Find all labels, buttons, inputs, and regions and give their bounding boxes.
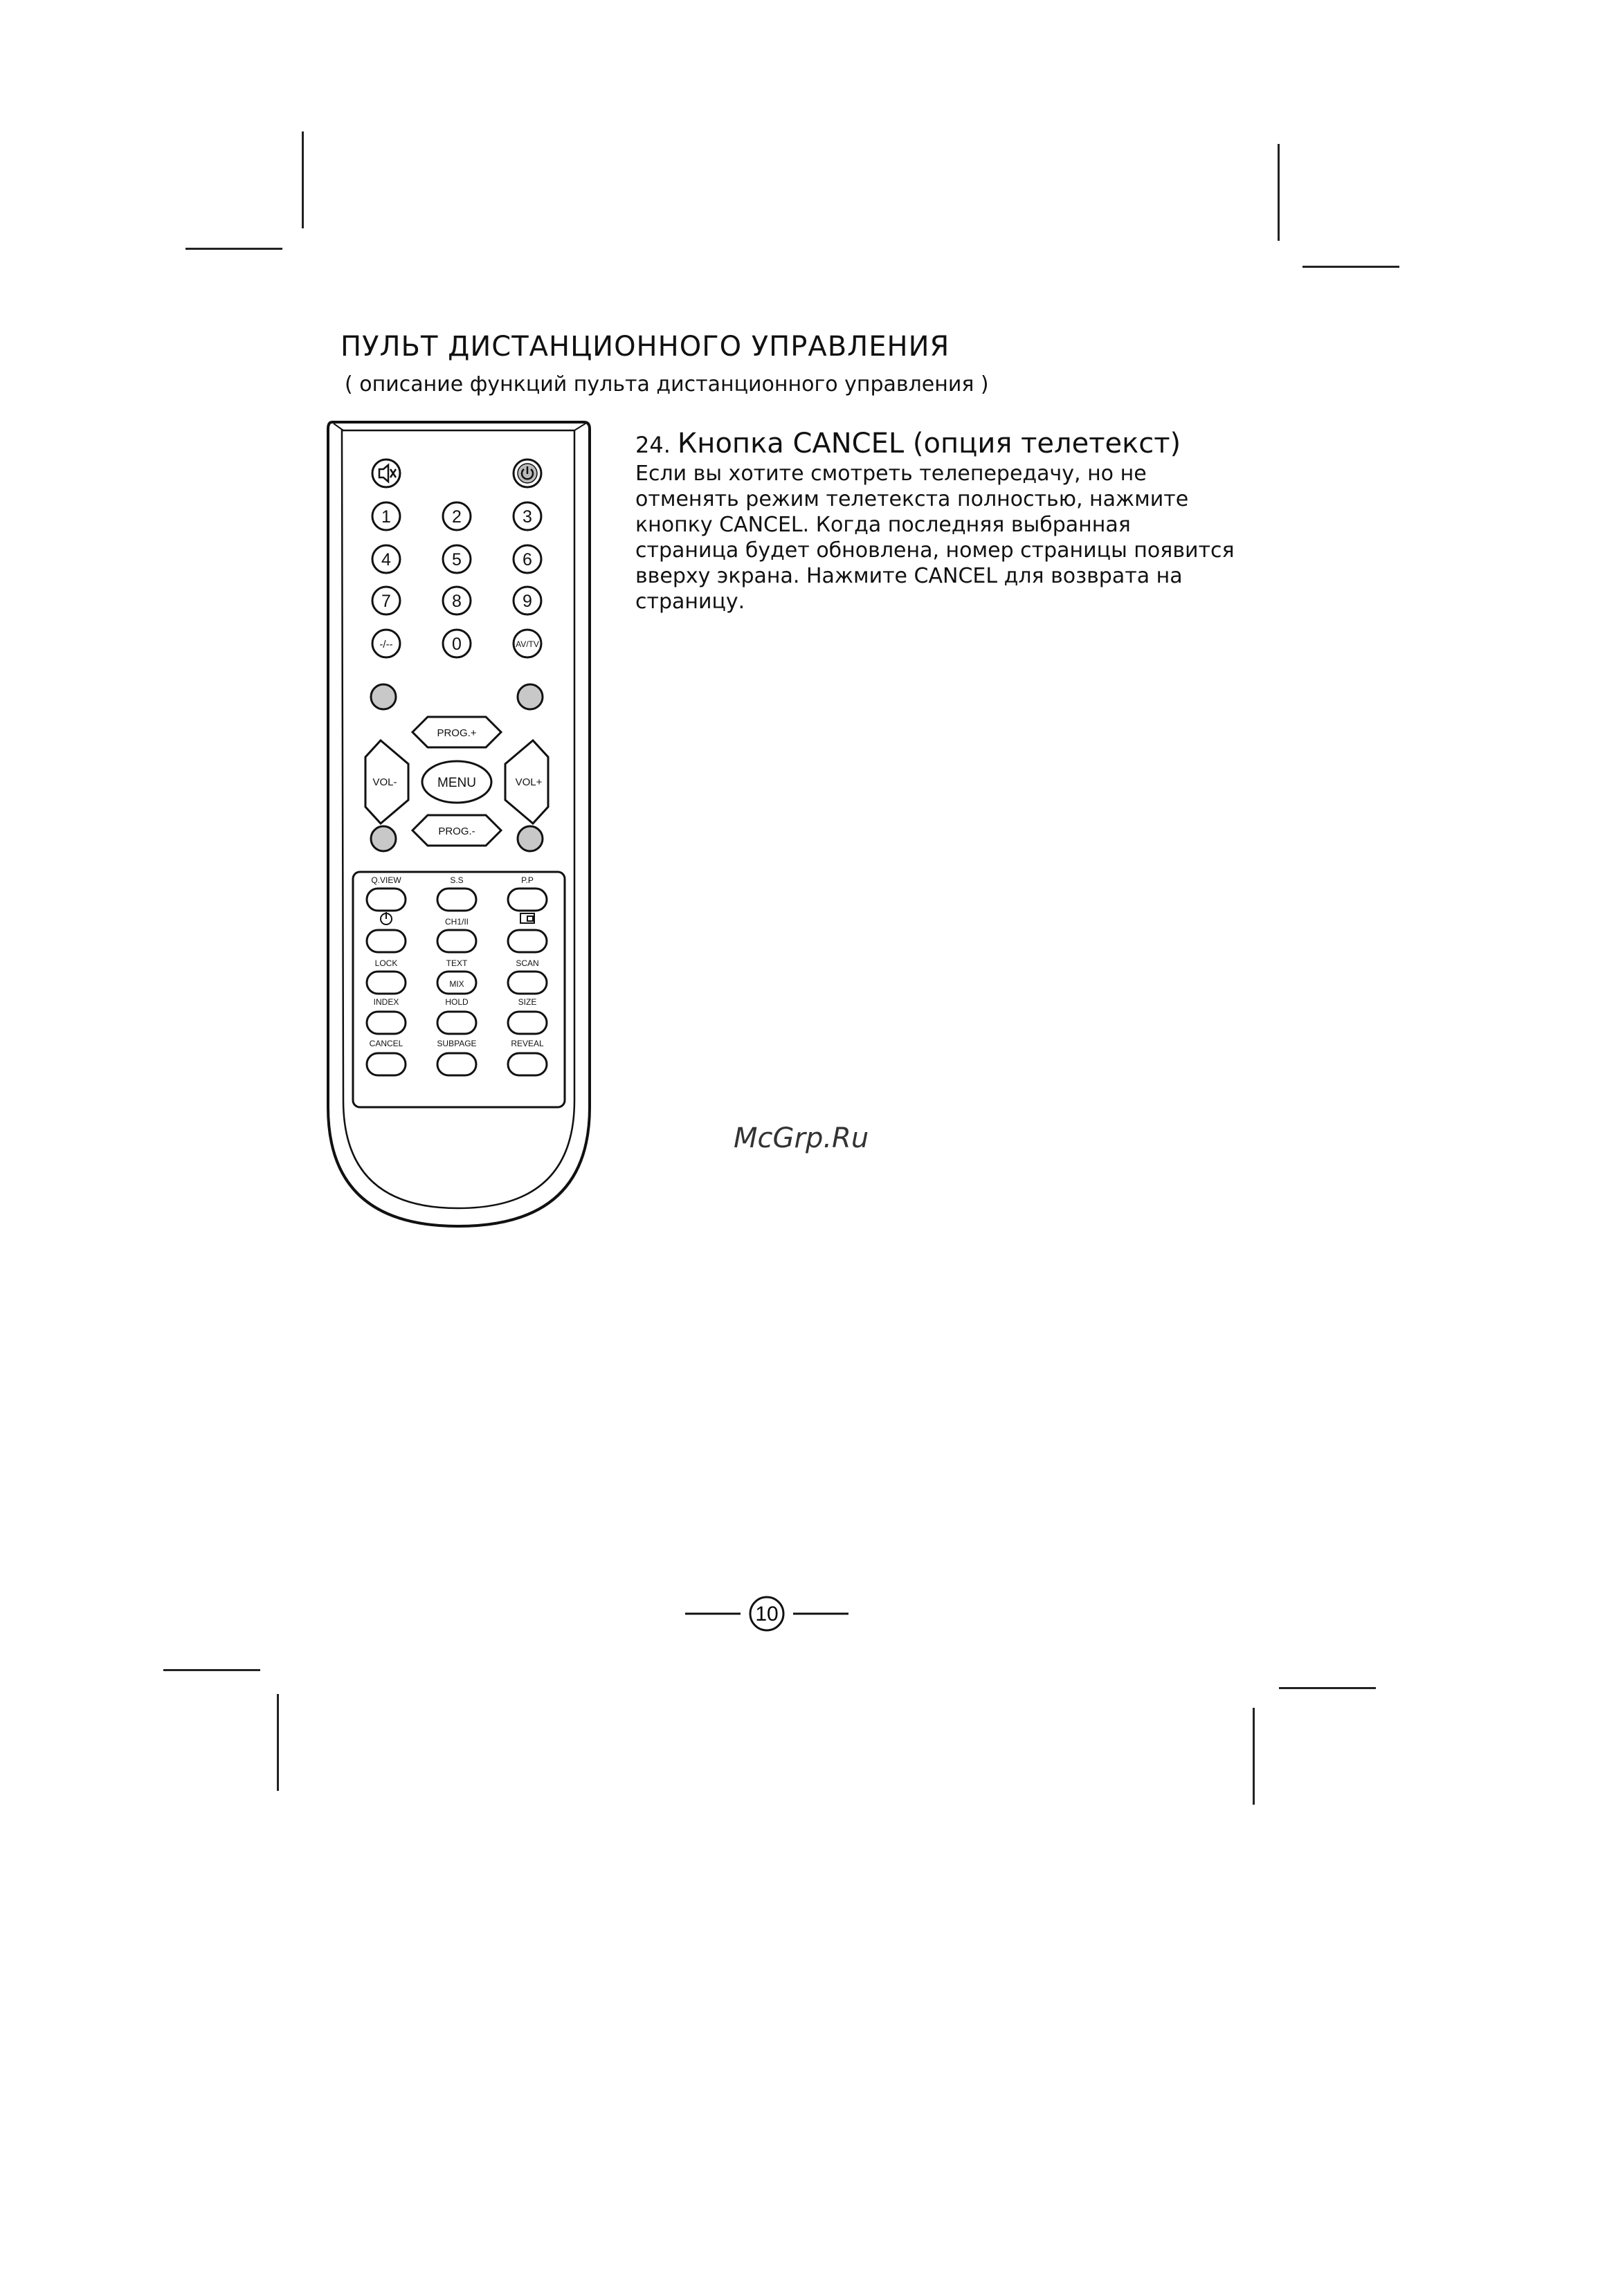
func-label: SCAN bbox=[516, 958, 539, 968]
func-label: CANCEL bbox=[369, 1039, 403, 1048]
remote-control-illustration bbox=[324, 415, 592, 1232]
func-label: SIZE bbox=[518, 997, 537, 1007]
body-line: страницу. bbox=[635, 590, 745, 614]
digit-key-3[interactable] bbox=[514, 502, 541, 530]
digit-key-5[interactable] bbox=[443, 545, 471, 573]
func-label: CH1/II bbox=[444, 917, 469, 927]
func-label: TEXT bbox=[446, 958, 468, 968]
body-line: страница будет обновлена, номер страницы появится bbox=[635, 538, 1235, 563]
body-line: отменять режим телетекста полностью, нажмите bbox=[635, 487, 1189, 511]
section-body bbox=[635, 461, 1258, 614]
crop-mark bbox=[302, 131, 304, 228]
func-label: HOLD bbox=[445, 997, 469, 1007]
body-line: кнопку CANCEL. Когда последняя выбранная bbox=[635, 513, 1131, 537]
digit-label: 3 bbox=[523, 507, 532, 527]
subpage-button[interactable] bbox=[437, 1053, 476, 1075]
func-label: LOCK bbox=[374, 958, 398, 968]
page-number bbox=[685, 1592, 865, 1633]
nav-label: PROG.- bbox=[438, 826, 475, 837]
crop-mark bbox=[1278, 144, 1280, 241]
textured-button[interactable] bbox=[371, 826, 396, 851]
cancel-button[interactable] bbox=[367, 1053, 406, 1075]
function-panel-labels bbox=[370, 875, 544, 1048]
nav-label: VOL+ bbox=[515, 776, 543, 788]
nav-label: PROG.+ bbox=[437, 727, 477, 739]
digit-key-4[interactable] bbox=[372, 545, 400, 573]
digit-key-6[interactable] bbox=[514, 545, 541, 573]
crop-mark bbox=[1253, 1708, 1255, 1805]
qview-button[interactable] bbox=[367, 889, 406, 911]
digit-label: 5 bbox=[452, 550, 462, 570]
digit-label: -/-- bbox=[379, 639, 393, 650]
prog-down-button[interactable] bbox=[412, 815, 501, 846]
digit-key-8[interactable] bbox=[443, 587, 471, 614]
crop-mark bbox=[1279, 1687, 1376, 1689]
ss-button[interactable] bbox=[437, 889, 476, 911]
crop-mark bbox=[277, 1694, 279, 1791]
body-line: вверху экрана. Нажмите CANCEL для возврата на bbox=[635, 564, 1183, 588]
func-label: S.S bbox=[450, 875, 464, 885]
textured-button[interactable] bbox=[371, 684, 396, 709]
scan-button[interactable] bbox=[508, 972, 547, 994]
index-button[interactable] bbox=[367, 1012, 406, 1034]
textured-button[interactable] bbox=[518, 826, 543, 851]
screen-mode-button[interactable] bbox=[508, 930, 547, 952]
hold-button[interactable] bbox=[437, 1012, 476, 1034]
digit-key-1[interactable] bbox=[372, 502, 400, 530]
section-number: 24. bbox=[635, 432, 671, 458]
func-label: SUBPAGE bbox=[437, 1039, 477, 1048]
crop-mark bbox=[163, 1669, 260, 1671]
watermark: McGrp.Ru bbox=[734, 1122, 869, 1154]
body-line: Если вы хотите смотреть телепередачу, но не bbox=[635, 462, 1147, 486]
digit-key-7[interactable] bbox=[372, 587, 400, 614]
menu-button[interactable] bbox=[422, 761, 491, 803]
power-button[interactable] bbox=[514, 459, 541, 487]
func-label: Q.VIEW bbox=[371, 875, 401, 885]
page-number-text: 10 bbox=[755, 1603, 779, 1625]
remote-function-panel bbox=[353, 872, 565, 1107]
digit-label: 0 bbox=[452, 635, 462, 654]
av-tv-key[interactable] bbox=[514, 630, 541, 657]
mute-button[interactable] bbox=[372, 459, 400, 487]
page-title: ПУЛЬТ ДИСТАНЦИОННОГО УПРАВЛЕНИЯ bbox=[341, 331, 950, 363]
func-label: P.P bbox=[521, 875, 534, 885]
digit-label: AV/TV bbox=[516, 639, 539, 649]
digit-key-9[interactable] bbox=[514, 587, 541, 614]
vol-down-button[interactable] bbox=[365, 740, 408, 823]
digit-label: 9 bbox=[523, 592, 532, 611]
digit-label: 1 bbox=[381, 507, 391, 527]
section-heading bbox=[635, 428, 1181, 459]
nav-label: MENU bbox=[437, 776, 476, 790]
digit-key-0[interactable] bbox=[443, 630, 471, 657]
digit-key-2[interactable] bbox=[443, 502, 471, 530]
crop-mark bbox=[1302, 266, 1399, 268]
sleep-button[interactable] bbox=[367, 930, 406, 952]
timer-icon bbox=[381, 912, 392, 924]
func-label: MIX bbox=[449, 979, 464, 989]
vol-up-button[interactable] bbox=[505, 740, 548, 823]
section-title: Кнопка CANCEL (опция телетекст) bbox=[677, 428, 1181, 459]
pp-button[interactable] bbox=[508, 889, 547, 911]
func-label: REVEAL bbox=[511, 1039, 544, 1048]
digit-label: 4 bbox=[381, 550, 391, 570]
mute-icon bbox=[379, 465, 396, 482]
digit-select-key[interactable] bbox=[372, 630, 400, 657]
ch-button[interactable] bbox=[437, 930, 476, 952]
remote-outer-body bbox=[328, 422, 590, 1226]
crop-mark bbox=[185, 248, 282, 250]
nav-label: VOL- bbox=[372, 776, 397, 788]
screen-icon bbox=[520, 913, 534, 923]
prog-up-button[interactable] bbox=[412, 717, 501, 747]
digit-label: 6 bbox=[523, 550, 532, 570]
digit-label: 2 bbox=[452, 507, 462, 527]
size-button[interactable] bbox=[508, 1012, 547, 1034]
digit-label: 8 bbox=[452, 592, 462, 611]
func-label: INDEX bbox=[373, 997, 399, 1007]
textured-button[interactable] bbox=[518, 684, 543, 709]
digit-label: 7 bbox=[381, 592, 391, 611]
reveal-button[interactable] bbox=[508, 1053, 547, 1075]
page-subtitle: ( описание функций пульта дистанционного управления ) bbox=[345, 372, 989, 397]
lock-button[interactable] bbox=[367, 972, 406, 994]
